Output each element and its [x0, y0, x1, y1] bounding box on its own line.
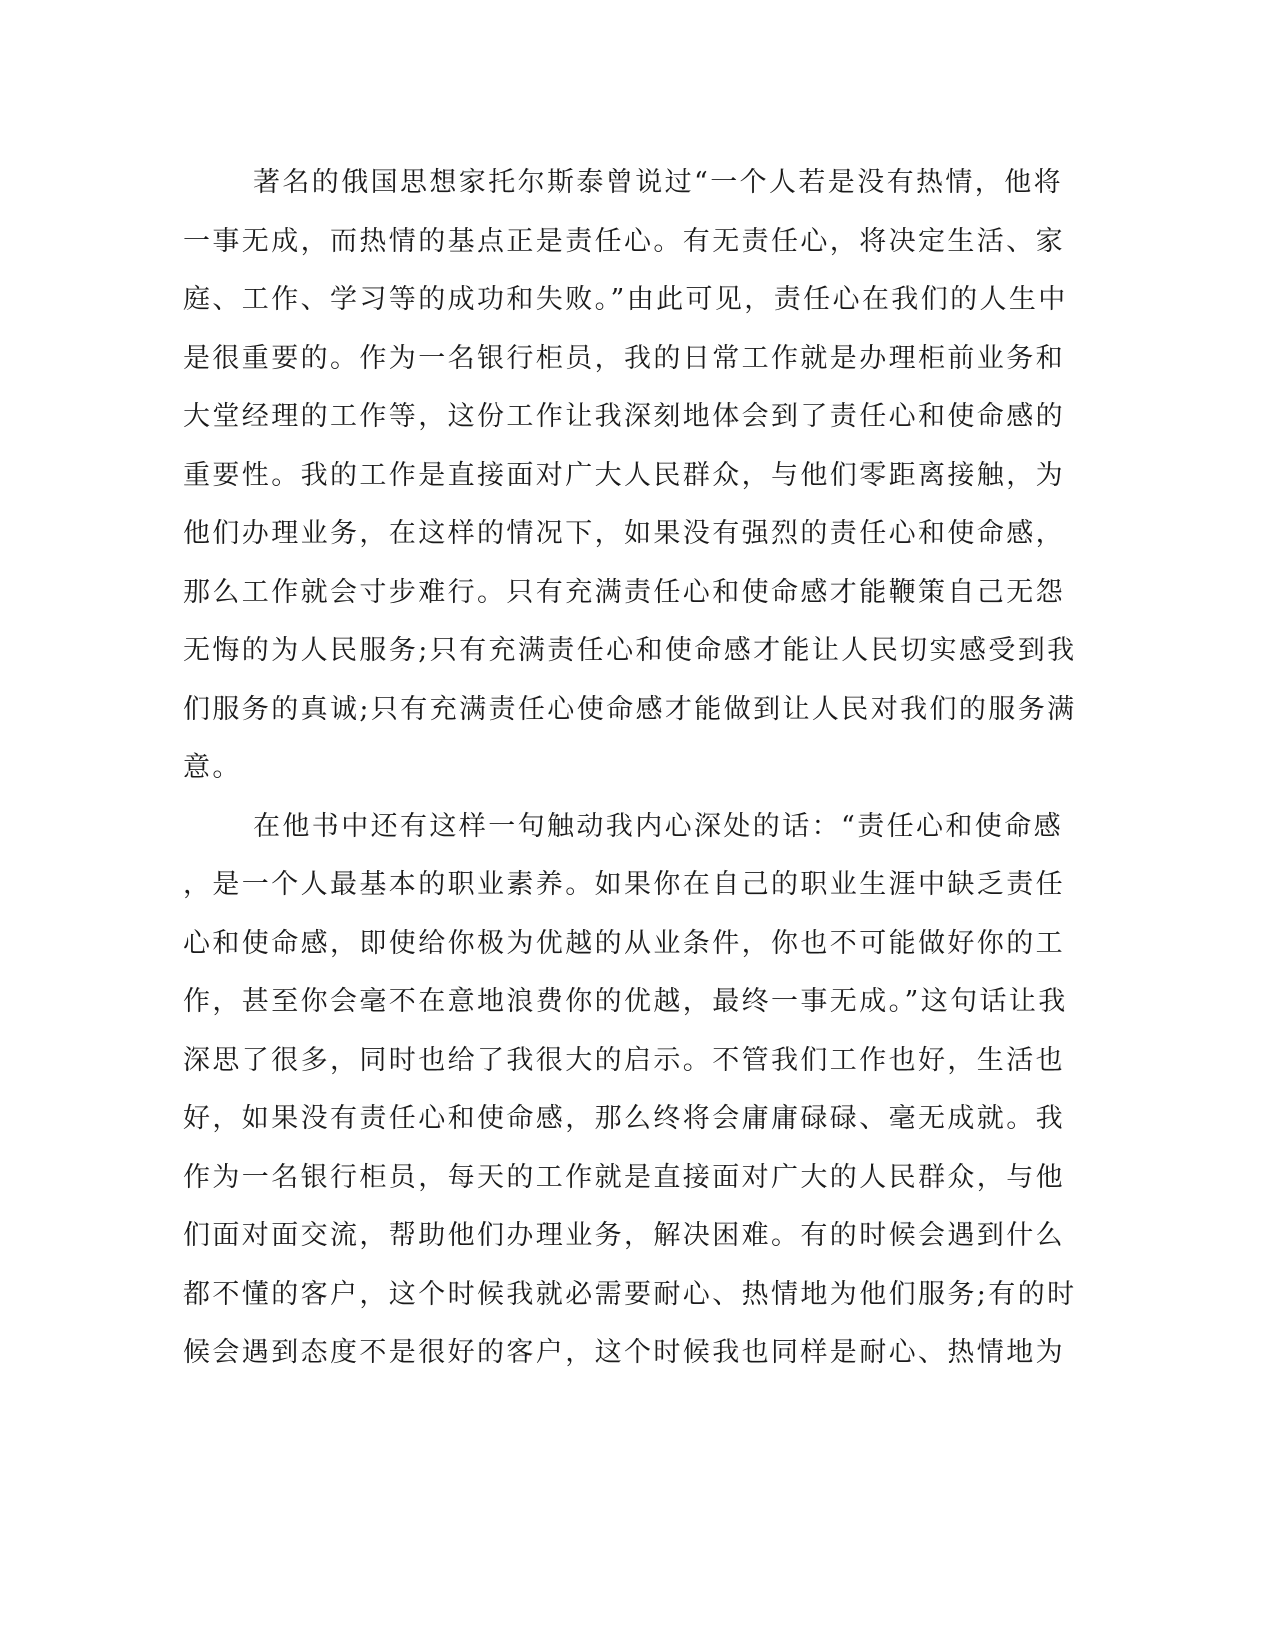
text-line: 心和使命感，即使给你极为优越的从业条件，你也不可能做好你的工 [183, 927, 1065, 959]
text-line: 一事无成，而热情的基点正是责任心。有无责任心，将决定生活、家 [183, 225, 1065, 257]
paragraph-2 [183, 798, 1077, 1383]
text-line: 意。 [183, 752, 242, 783]
text-line: 深思了很多，同时也给了我很大的启示。不管我们工作也好，生活也 [183, 1044, 1065, 1076]
text-line: 都不懂的客户，这个时候我就必需要耐心、热情地为他们服务;有的时 [183, 1278, 1077, 1310]
text-line: 他们办理业务，在这样的情况下，如果没有强烈的责任心和使命感， [183, 518, 1065, 549]
text-line: 庭、工作、学习等的成功和失败。”由此可见，责任心在我们的人生中 [183, 284, 1068, 315]
text-line: 在他书中还有这样一句触动我内心深处的话：“责任心和使命感 [253, 810, 1064, 842]
text-line: 那么工作就会寸步难行。只有充满责任心和使命感才能鞭策自己无怨 [183, 576, 1065, 608]
paragraph-1 [183, 154, 1077, 798]
text-line: 作为一名银行柜员，每天的工作就是直接面对广大的人民群众，与他 [183, 1161, 1065, 1193]
text-line: 是很重要的。作为一名银行柜员，我的日常工作就是办理柜前业务和 [183, 342, 1065, 374]
text-line: 大堂经理的工作等，这份工作让我深刻地体会到了责任心和使命感的 [183, 401, 1065, 432]
text-line: 们服务的真诚;只有充满责任心使命感才能做到让人民对我们的服务满 [183, 693, 1077, 725]
text-line: 好，如果没有责任心和使命感，那么终将会庸庸碌碌、毫无成就。我 [183, 1103, 1065, 1134]
text-line: 们面对面交流，帮助他们办理业务，解决困难。有的时候会遇到什么 [183, 1220, 1065, 1251]
text-line: 无悔的为人民服务;只有充满责任心和使命感才能让人民切实感受到我 [183, 635, 1077, 666]
text-line: ，是一个人最基本的职业素养。如果你在自己的职业生涯中缺乏责任 [183, 869, 1065, 900]
text-line: 作，甚至你会毫不在意地浪费你的优越，最终一事无成。”这句话让我 [183, 986, 1068, 1017]
text-line: 候会遇到态度不是很好的客户，这个时候我也同样是耐心、热情地为 [183, 1337, 1065, 1368]
text-line: 著名的俄国思想家托尔斯泰曾说过“一个人若是没有热情，他将 [253, 167, 1064, 198]
text-line: 重要性。我的工作是直接面对广大人民群众，与他们零距离接触，为 [183, 459, 1065, 491]
body-text [183, 154, 1077, 1383]
